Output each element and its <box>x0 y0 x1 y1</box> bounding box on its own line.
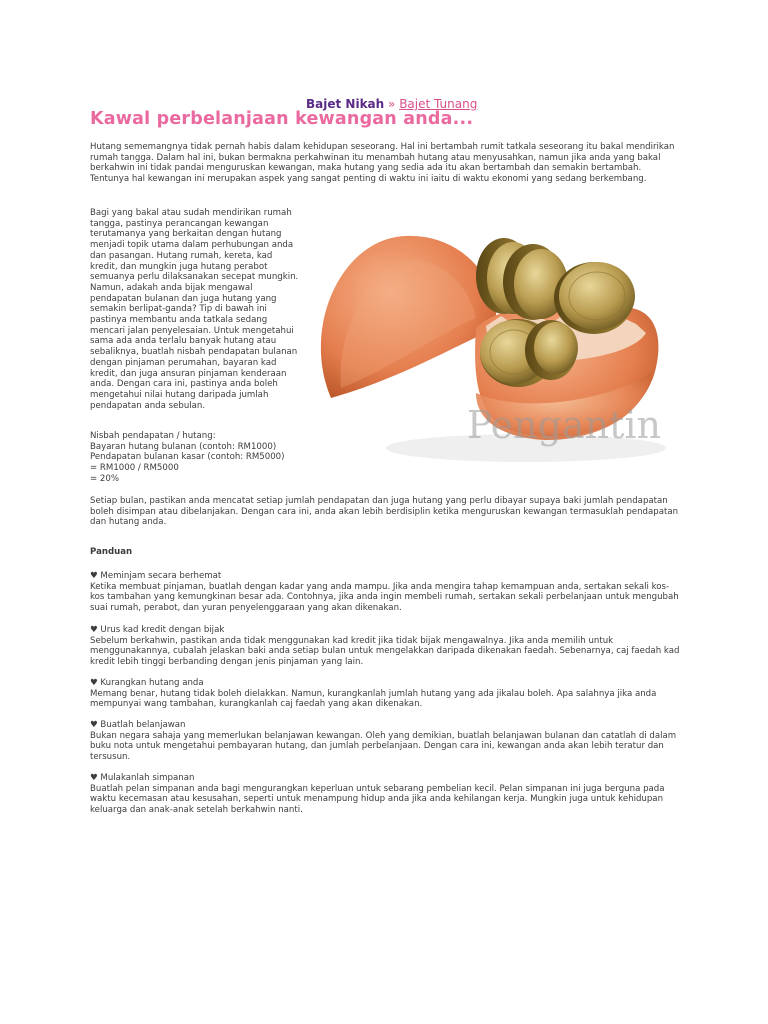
ratio-line: = 20% <box>90 473 120 484</box>
tip-heading: ♥ Mulakanlah simpanan <box>90 773 195 783</box>
tip-heading: ♥ Meminjam secara berhemat <box>90 571 222 581</box>
page-title: Kawal perbelanjaan kewangan anda... <box>90 109 474 129</box>
tip-item <box>90 720 680 763</box>
ratio-line: Bayaran hutang bulanan (contoh: RM1000) <box>90 441 277 452</box>
panduan-heading: Panduan <box>90 547 133 557</box>
after-paragraph: Setiap bulan, pastikan anda mencatat setiap jumlah pendapatan dan juga hutang yang perlu dibayar supaya baki jumlah pendapatan boleh disimpan atau dibelanjakan. Dengan cara ini, anda akan lebih berdisiplin ketika menguruskan kewangan termasuklah pendapatan dan hutang anda. <box>90 496 679 528</box>
tip-body: Buatlah pelan simpanan anda bagi mengurangkan keperluan untuk sebarang pembelian kecil. Pelan simpanan ini juga berguna pada waktu kecemasan atau kesusahan, seperti untuk menampung hidup anda jika anda kehilangan kerja. Mungkin juga untuk kehidupan keluarga dan anak-anak setelah berkahwin nanti. <box>90 783 665 816</box>
tip-body: Memang benar, hutang tidak boleh dielakkan. Namun, kurangkanlah jumlah hutang yang ada jikalau boleh. Apa salahnya jika anda mempunyai wang tambahan, kurangkanlah caj faedah yang akan dikenakan. <box>90 688 657 710</box>
tip-body: Bukan negara sahaja yang memerlukan belanjawan kewangan. Oleh yang demikian, buatlah belanjawan bulanan dan catatlah di dalam buku nota untuk mengetahui pembayaran hutang, dan jumlah perbelanjaan. Dengan cara ini, kewangan anda akan lebih teratur dan tersusun. <box>90 730 677 763</box>
tip-heading: ♥ Urus kad kredit dengan bijak <box>90 625 225 635</box>
tip-item <box>90 773 680 816</box>
intro-paragraph: Hutang sememangnya tidak pernah habis dalam kehidupan seseorang. Hal ini bertambah rumit tatkala seseorang itu bakal mendirikan rumah tangga. Dalam hal ini, bukan bermakna perkahwinan itu menambah hutang atau menyusahkan, namun jika anda yang bakal berkahwin ini tidak pandai menguruskan kewangan, maka hutang yang sedia ada itu akan bertambah dan semakin bertambah. Tentunya hal kewangan ini merupakan aspek yang sangat penting di waktu ini iaitu di waktu ekonomi yang sedang berkembang. <box>90 142 675 185</box>
egg-coins-photo <box>301 208 668 470</box>
ratio-line: = RM1000 / RM5000 <box>90 463 179 474</box>
breadcrumb-current: Bajet Nikah <box>306 97 385 111</box>
tip-body: Sebelum berkahwin, pastikan anda tidak menggunakan kad kredit jika tidak bijak mengawalnya. Jika anda memilih untuk menggunakannya, cubalah jelaskan baki anda setiap bulan untuk mengelakkan daripada dikenakan faedah. Sebenarnya, caj faedah kad kredit lebih tinggi berbanding dengan jenis pinjaman yang lain. <box>90 635 680 668</box>
tip-heading: ♥ Kurangkan hutang anda <box>90 678 204 688</box>
ratio-block <box>90 431 302 485</box>
tip-item <box>90 625 680 668</box>
breadcrumb-separator: » <box>388 97 396 111</box>
ratio-label: Nisbah pendapatan / hutang: <box>90 431 216 441</box>
tip-item <box>90 571 680 614</box>
tip-heading: ♥ Buatlah belanjawan <box>90 720 186 730</box>
tip-body: Ketika membuat pinjaman, buatlah dengan kadar yang anda mampu. Jika anda mengira tahap kemampuan anda, sertakan sekali kos-kos tambahan yang kemungkinan besar ada. Contohnya, jika anda ingin membeli rumah, sertakan sekali perbelanjaan untuk mengubah suai rumah, perabot, dan yuran penyelenggaraan yang akan dikenakan. <box>90 581 679 614</box>
side-paragraph: Bagi yang bakal atau sudah mendirikan rumah tangga, pastinya perancangan kewangan terutamanya yang berkaitan dengan hutang menjadi topik utama dalam perhubungan anda dan pasangan. Hutang rumah, kereta, kad kredit, dan mungkin juga hutang perabot semuanya perlu dilaksanakan secepat mungkin. Namun, adakah anda bijak mengawal pendapatan bulanan dan juga hutang yang semakin berlipat-ganda? Tip di bawah ini pastinya membantu anda tatkala sedang mencari jalan penyelesaian. Untuk mengetahui sama ada anda terlalu banyak hutang atau sebaliknya, buatlah nisbah pendapatan bulanan dengan pinjaman perumahan, bayaran kad kredit, dan juga ansuran pinjaman kenderaan anda. Dengan cara ini, pastinya anda boleh mengetahui nilai hutang daripada jumlah pendapatan anda sebulan. <box>90 208 299 411</box>
breadcrumb-link-bajet-tunang[interactable]: Bajet Tunang <box>399 97 478 111</box>
tip-item <box>90 678 680 710</box>
ratio-line: Pendapatan bulanan kasar (contoh: RM5000) <box>90 452 285 463</box>
photo-watermark: Pengantin <box>466 403 661 447</box>
